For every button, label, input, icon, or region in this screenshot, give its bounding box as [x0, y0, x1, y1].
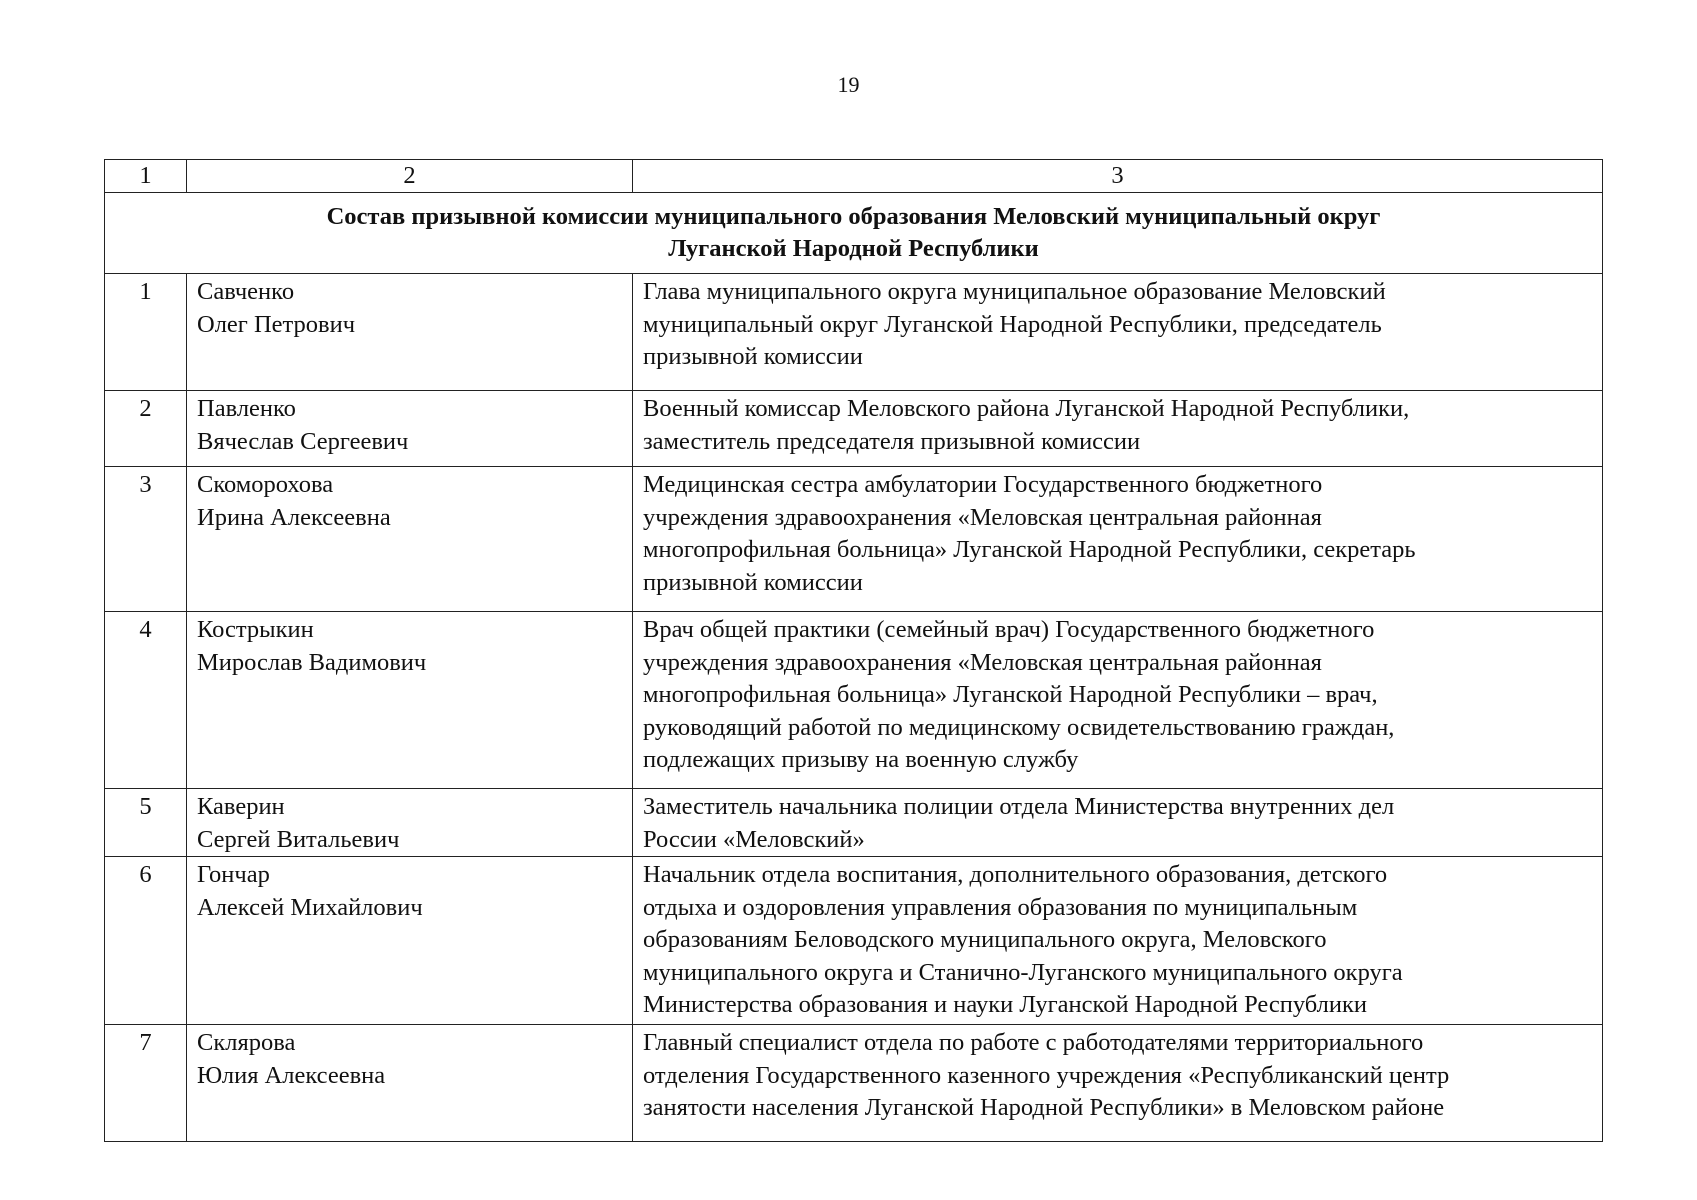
row-number: 6 — [105, 857, 187, 1025]
position-line: заместитель председателя призывной комиссии — [643, 427, 1141, 455]
position-line: муниципальный округ Луганской Народной Республики, председатель — [643, 310, 1382, 338]
column-number-1: 1 — [105, 160, 187, 193]
member-name — [187, 391, 633, 467]
member-given-name: Юлия Алексеевна — [197, 1061, 386, 1089]
position-line: учреждения здравоохранения «Меловская центральная районная — [643, 648, 1322, 676]
position-line: призывной комиссии — [643, 568, 863, 596]
row-number: 7 — [105, 1025, 187, 1142]
table-row — [105, 391, 1603, 467]
member-surname: Гончар — [197, 861, 270, 888]
position-line: подлежащих призыву на военную службу — [643, 746, 1079, 773]
table-row — [105, 274, 1603, 391]
row-number: 5 — [105, 789, 187, 857]
member-position — [633, 857, 1603, 1025]
member-position — [633, 274, 1603, 391]
member-given-name: Сергей Витальевич — [197, 825, 400, 853]
member-surname: Кострыкин — [197, 616, 314, 643]
member-surname: Савченко — [197, 278, 295, 305]
member-surname: Каверин — [197, 793, 285, 820]
position-line: Начальник отдела воспитания, дополнительного образования, детского — [643, 861, 1388, 888]
table-row — [105, 789, 1603, 857]
member-surname: Скоморохова — [197, 471, 334, 498]
member-name — [187, 612, 633, 789]
member-surname: Павленко — [197, 395, 296, 422]
member-name — [187, 1025, 633, 1142]
table-row — [105, 467, 1603, 612]
member-surname: Склярова — [197, 1029, 296, 1056]
row-number: 4 — [105, 612, 187, 789]
position-line: Главный специалист отдела по работе с работодателями территориального — [643, 1029, 1424, 1056]
member-given-name: Мирослав Вадимович — [197, 648, 427, 676]
table-title — [105, 193, 1603, 274]
table-title-line: Состав призывной комиссии муниципального образования Меловский муниципальный округ — [326, 202, 1381, 230]
position-line: отдыха и оздоровления управления образования по муниципальным — [643, 893, 1358, 921]
position-line: учреждения здравоохранения «Меловская центральная районная — [643, 503, 1322, 531]
position-line: Глава муниципального округа муниципальное образование Меловский — [643, 278, 1386, 305]
member-given-name: Алексей Михайлович — [197, 893, 423, 921]
table-row — [105, 612, 1603, 789]
position-line: многопрофильная больница» Луганской Народной Республики, секретарь — [643, 536, 1416, 563]
member-given-name: Олег Петрович — [197, 310, 356, 338]
position-line: отделения Государственного казенного учреждения «Республиканский центр — [643, 1061, 1450, 1089]
row-number: 1 — [105, 274, 187, 391]
table-row — [105, 857, 1603, 1025]
position-line: занятости населения Луганской Народной Республики» в Меловском районе — [643, 1094, 1445, 1121]
member-given-name: Ирина Алексеевна — [197, 503, 391, 531]
column-number-2: 2 — [187, 160, 633, 193]
column-number-3: 3 — [633, 160, 1603, 193]
position-line: Военный комиссар Меловского района Луганской Народной Республики, — [643, 395, 1410, 422]
position-line: образованиям Беловодского муниципального округа, Меловского — [643, 926, 1327, 953]
row-number: 2 — [105, 391, 187, 467]
page-number: 19 — [837, 72, 860, 97]
position-line: России «Меловский» — [643, 825, 865, 853]
table-title-row — [105, 193, 1603, 274]
member-name — [187, 274, 633, 391]
position-line: призывной комиссии — [643, 343, 863, 370]
position-line: муниципального округа и Станично-Луганского муниципального округа — [643, 958, 1403, 986]
member-name — [187, 789, 633, 857]
member-position — [633, 612, 1603, 789]
commission-members-table — [104, 159, 1603, 1142]
position-line: Медицинская сестра амбулатории Государственного бюджетного — [643, 471, 1323, 498]
position-line: многопрофильная больница» Луганской Народной Республики – врач, — [643, 681, 1378, 708]
member-position — [633, 1025, 1603, 1142]
position-line: руководящий работой по медицинскому освидетельствованию граждан, — [643, 713, 1395, 741]
position-line: Врач общей практики (семейный врач) Государственного бюджетного — [643, 616, 1375, 643]
member-name — [187, 467, 633, 612]
member-position — [633, 391, 1603, 467]
row-number: 3 — [105, 467, 187, 612]
member-name — [187, 857, 633, 1025]
position-line: Заместитель начальника полиции отдела Министерства внутренних дел — [643, 793, 1395, 820]
member-position — [633, 789, 1603, 857]
member-given-name: Вячеслав Сергеевич — [197, 427, 409, 455]
table-row — [105, 1025, 1603, 1142]
member-position — [633, 467, 1603, 612]
position-line: Министерства образования и науки Луганской Народной Республики — [643, 991, 1368, 1018]
table-title-line: Луганской Народной Республики — [668, 235, 1039, 262]
column-number-row — [105, 160, 1603, 193]
